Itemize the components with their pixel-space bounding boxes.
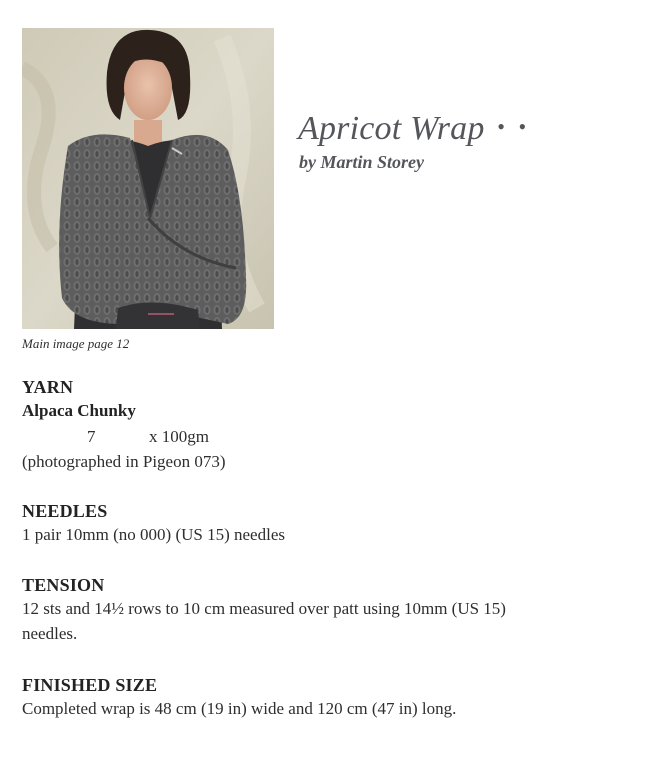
finished-size-text: Completed wrap is 48 cm (19 in) wide and 120 cm (47 in) long. bbox=[22, 699, 457, 718]
model-wearing-wrap-image bbox=[22, 28, 274, 329]
yarn-section bbox=[22, 376, 226, 474]
yarn-heading: YARN bbox=[22, 377, 74, 397]
yarn-shade-note: (photographed in Pigeon 073) bbox=[22, 452, 226, 471]
needles-heading: NEEDLES bbox=[22, 501, 108, 521]
yarn-quantity-row bbox=[22, 424, 226, 449]
yarn-ball-weight: x 100gm bbox=[149, 427, 209, 446]
main-photo bbox=[22, 28, 274, 329]
tension-text-line-1: 12 sts and 14½ rows to 10 cm measured over patt using 10mm (US 15) bbox=[22, 599, 506, 618]
pattern-title-text: Apricot Wrap bbox=[298, 110, 485, 147]
yarn-quantity: 7 bbox=[87, 427, 96, 446]
finished-size-heading: FINISHED SIZE bbox=[22, 675, 158, 695]
tension-section bbox=[22, 574, 506, 646]
designer-byline: by Martin Storey bbox=[299, 152, 425, 172]
photo-caption: Main image page 12 bbox=[22, 336, 130, 351]
finished-size-section bbox=[22, 674, 456, 721]
yarn-name: Alpaca Chunky bbox=[22, 401, 136, 420]
difficulty-rating: • • bbox=[497, 114, 531, 139]
needles-text: 1 pair 10mm (no 000) (US 15) needles bbox=[22, 525, 285, 544]
pattern-title bbox=[298, 110, 530, 148]
tension-heading: TENSION bbox=[22, 575, 105, 595]
needles-section bbox=[22, 500, 285, 547]
tension-text-line-2: needles. bbox=[22, 624, 78, 643]
